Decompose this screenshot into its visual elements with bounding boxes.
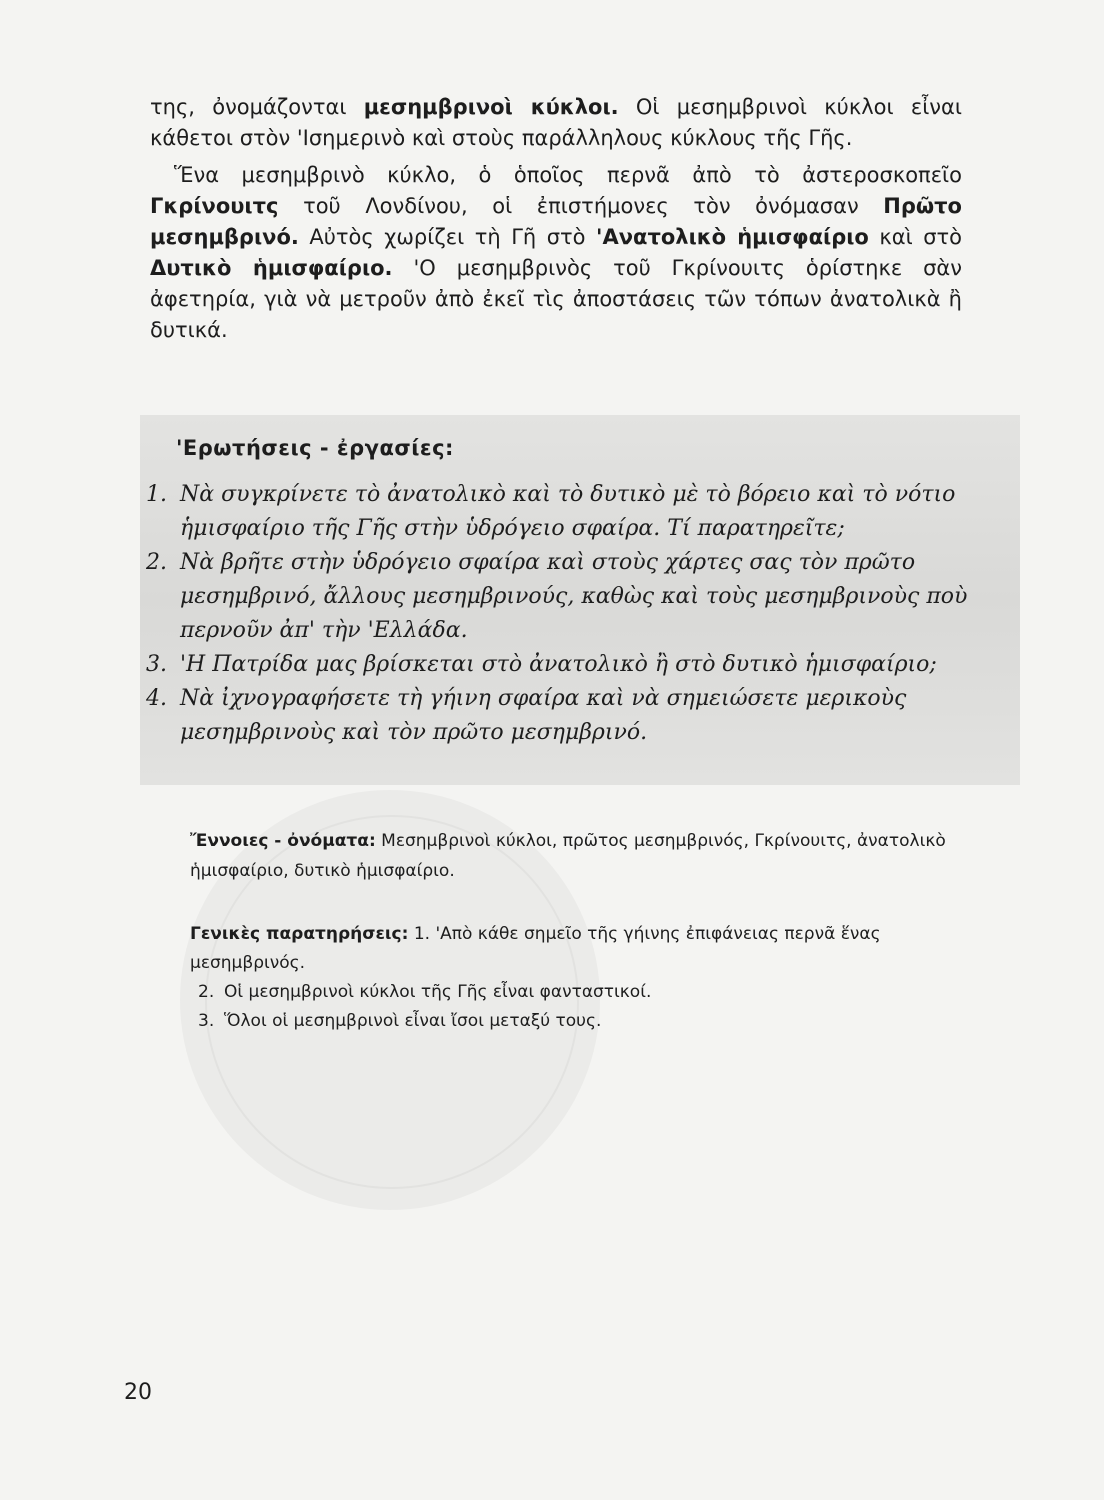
item-text: Νὰ συγκρίνετε τὸ ἀνατολικὸ καὶ τὸ δυτικὸ μὲ τὸ βόρειο καὶ τὸ νότιο ἡμισφαίριο τῆς Γῆς στὴν ὑδρόγειο σφαίρα. Τί παρατηρεῖτε; — [180, 482, 956, 541]
notes-first-line — [190, 920, 990, 978]
item-number: 2. — [146, 550, 167, 575]
term-western-hemisphere: Δυτικὸ ἡμισφαίριο. — [150, 256, 393, 280]
general-notes-block — [190, 920, 990, 1036]
notes-label: Γενικὲς παρατηρήσεις: — [190, 924, 409, 944]
item-number: 4. — [146, 686, 167, 711]
item-text: 'Η Πατρίδα μας βρίσκεται στὸ ἀνατολικὸ ἢ στὸ δυτικὸ ἡμισφαίριο; — [180, 652, 937, 677]
questions-list — [146, 478, 988, 750]
item-number: 3. — [146, 652, 167, 677]
intro-text — [150, 92, 962, 346]
list-item — [190, 1007, 990, 1036]
item-text: Νὰ βρῆτε στὴν ὑδρόγειο σφαίρα καὶ στοὺς χάρτες σας τὸν πρῶτο μεσημβρινό, ἄλλους μεσημβρινούς, καθὼς καὶ τοὺς μεσημβρινοὺς ποὺ περνοῦν ἀπ' τὴν 'Ελλάδα. — [180, 550, 968, 643]
intro-paragraph-1: της, ὀνομάζονται μεσημβρινοὶ κύκλοι. Οἱ μεσημβρινοὶ κύκλοι εἶναι κάθετοι στὸν 'Ισημερινὸ καὶ στοὺς παράλληλους κύκλους τῆς Γῆς. — [150, 95, 962, 150]
page-number: 20 — [124, 1380, 152, 1405]
item-text: Οἱ μεσημβρινοὶ κύκλοι τῆς Γῆς εἶναι φανταστικοί. — [224, 982, 652, 1002]
item-number: 3. — [198, 1011, 215, 1031]
term-eastern-hemisphere: 'Ανατολικὸ ἡμισφαίριο — [596, 225, 869, 249]
notes-first-text: 1. 'Απὸ κάθε σημεῖο τῆς γήινης ἐπιφάνειας περνᾶ ἕνας μεσημβρινός. — [190, 924, 881, 973]
item-number: 1. — [146, 482, 167, 507]
intro-paragraph-2: Ἕνα μεσημβρινὸ κύκλο, ὁ ὁποῖος περνᾶ ἀπὸ τὸ ἀστεροσκοπεῖο Γκρίνουιτς τοῦ Λονδίνου, οἱ ἐπιστήμονες τὸν ὀνόμασαν Πρῶτο μεσημβρινό. Αὐτὸς χωρίζει τὴ Γῆ στὸ 'Ανατολικὸ ἡμισφαίριο καὶ στὸ Δυτικὸ ἡμισφαίριο. 'Ο μεσημβρινὸς τοῦ Γκρίνουιτς ὁρίστηκε σὰν ἀφετηρία, γιὰ νὰ μετροῦν ἀπὸ ἐκεῖ τὶς ἀποστάσεις τῶν τόπων ἀνατολικὰ ἢ δυτικά. — [150, 163, 963, 342]
concepts-block — [190, 826, 990, 886]
list-item — [146, 546, 988, 648]
list-item — [146, 478, 988, 546]
term-greenwich: Γκρίνουιτς — [150, 194, 279, 218]
item-text: Ὅλοι οἱ μεσημβρινοὶ εἶναι ἴσοι μεταξύ τους. — [224, 1011, 602, 1031]
concepts-label: Ἔννοιες - ὀνόματα: — [190, 831, 376, 851]
term-prime-meridian: Πρῶτο μεσημβρινό. — [150, 194, 962, 249]
list-item — [146, 682, 988, 750]
item-text: Νὰ ἰχνογραφήσετε τὴ γήινη σφαίρα καὶ νὰ σημειώσετε μερικοὺς μεσημβρινοὺς καὶ τὸν πρῶτο μεσημβρινό. — [180, 686, 907, 745]
questions-heading: 'Ερωτήσεις - ἐργασίες: — [176, 436, 454, 460]
item-number: 2. — [198, 982, 215, 1002]
term-meridian-circles: μεσημβρινοὶ κύκλοι. — [363, 95, 619, 119]
list-item — [146, 648, 988, 682]
concepts-text: Μεσημβρινοὶ κύκλοι, πρῶτος μεσημβρινός, Γκρίνουιτς, ἀνατολικὸ ἡμισφαίριο, δυτικὸ ἡμισφαίριο. — [190, 831, 946, 881]
list-item — [190, 978, 990, 1007]
